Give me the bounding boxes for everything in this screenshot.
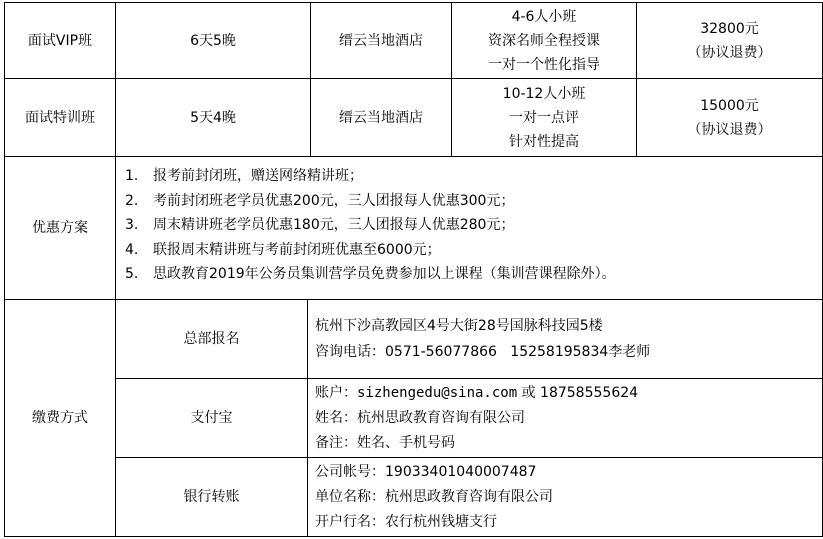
discount-label: 优惠方案 (32, 220, 88, 236)
refund-note: （协议退费） (687, 121, 772, 138)
account-line: 账户：sizhengedu@sina.com 或 18758555624 (315, 384, 639, 401)
payment-method-details (315, 458, 820, 536)
course-duration: 5天4晚 (190, 109, 236, 126)
phone-line: 咨询电话：0571-56077866 15258195834李老师 (315, 344, 651, 360)
list-item: 5. 思政教育2019年公务员集训营学员免费参加以上课程（集训营课程除外）。 (125, 266, 616, 282)
email-text: sizhengedu@sina.com (357, 384, 518, 401)
price-value: 32800元 (700, 20, 759, 37)
feature-line: 一对一个性化指导 (488, 56, 600, 73)
course-name: 面试VIP班 (27, 32, 93, 49)
list-item: 1. 报考前封闭班，赠送网络精讲班； (125, 168, 363, 184)
payment-method-details (315, 379, 820, 457)
feature-line: 针对性提高 (509, 133, 579, 150)
list-item: 4. 联报周末精讲班与考前封闭班优惠至6000元； (125, 241, 441, 258)
course-features (452, 79, 636, 156)
discount-list (125, 164, 616, 287)
feature-line: 4-6人小班 (511, 8, 577, 25)
payment-method-details (315, 300, 820, 378)
course-price (637, 3, 822, 78)
account-name-line: 姓名：杭州思政教育咨询有限公司 (315, 409, 525, 426)
course-lodging: 缙云当地酒店 (339, 109, 423, 126)
list-item: 3. 周末精讲班老学员优惠180元，三人团报每人优惠280元； (125, 217, 515, 233)
table-bottom-border (4, 536, 823, 537)
price-value: 15000元 (700, 97, 759, 114)
address-line: 杭州下沙高教园区4号大街28号国脉科技园5楼 (315, 318, 603, 334)
row-divider (4, 156, 823, 157)
payment-method-name: 银行转账 (183, 489, 240, 505)
course-name: 面试特训班 (25, 109, 95, 126)
bank-branch-line: 开户行名：农行杭州钱塘支行 (315, 513, 497, 530)
feature-line: 10-12人小班 (502, 85, 586, 102)
course-features (452, 3, 636, 78)
column-divider (307, 299, 308, 537)
company-name-line: 单位名称：杭州思政教育咨询有限公司 (315, 488, 553, 505)
course-price (637, 79, 822, 156)
list-item: 2. 考前封闭班老学员优惠200元，三人团报每人优惠300元； (125, 192, 515, 209)
bank-account-line: 公司帐号：19033401040007487 (315, 463, 537, 480)
feature-line: 一对一点评 (509, 109, 579, 126)
course-duration: 6天5晚 (190, 32, 236, 49)
payment-method-name: 总部报名 (183, 331, 240, 347)
course-lodging: 缙云当地酒店 (339, 32, 423, 49)
feature-line: 资深名师全程授课 (488, 32, 600, 49)
payment-label: 缴费方式 (32, 410, 88, 426)
remark-line: 备注：姓名、手机号码 (315, 434, 455, 451)
refund-note: （协议退费） (687, 44, 772, 61)
payment-method-name: 支付宝 (190, 410, 233, 426)
